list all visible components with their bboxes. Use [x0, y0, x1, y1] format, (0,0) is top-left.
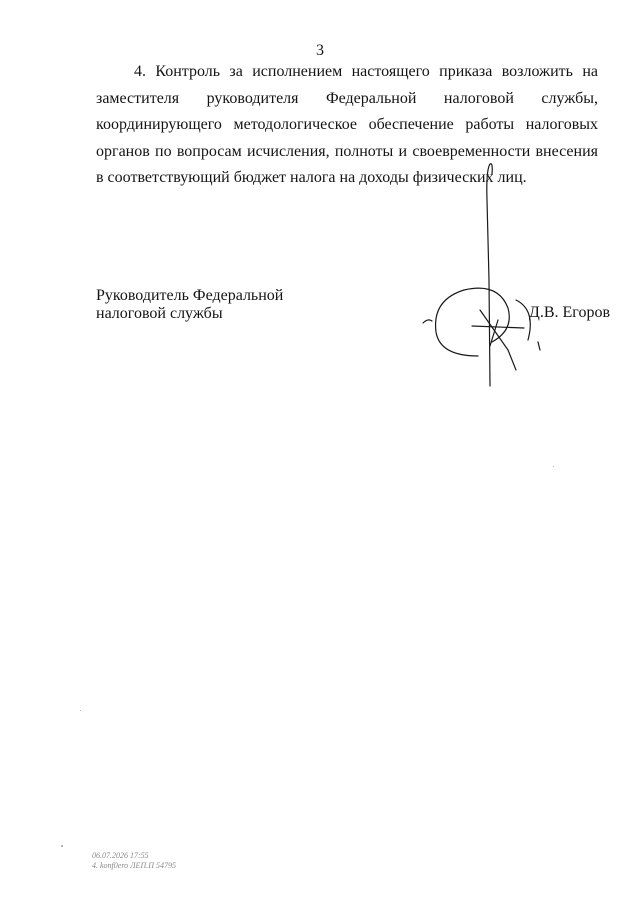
scan-speck: [553, 466, 554, 467]
footer-stamp-line1: 06.07.2026 17:55: [92, 851, 149, 860]
signer-name: Д.В. Егоров: [528, 304, 610, 321]
signer-title: [96, 287, 283, 323]
handwritten-signature: [420, 160, 570, 390]
scan-speck: [80, 710, 81, 711]
signer-title-line2: налоговой службы: [96, 305, 223, 322]
footer-stamp-line2: 4. konf0ero ЛЕП.П 54795: [92, 861, 176, 870]
signer-title-line1: Руководитель Федеральной: [96, 287, 284, 304]
footer-stamp: [92, 851, 176, 871]
scan-speck: [61, 845, 63, 847]
paragraph-4: 4. Контроль за исполнением настоящего приказа возложить на заместителя руководителя Федеральной налоговой службы, координирующего методологическое обеспечение работы налоговых органов по вопросам исчисления, полноты и своевременности внесения в соответствующий бюджет налога на доходы физических лиц.: [96, 63, 598, 186]
page-number: 3: [316, 42, 324, 59]
